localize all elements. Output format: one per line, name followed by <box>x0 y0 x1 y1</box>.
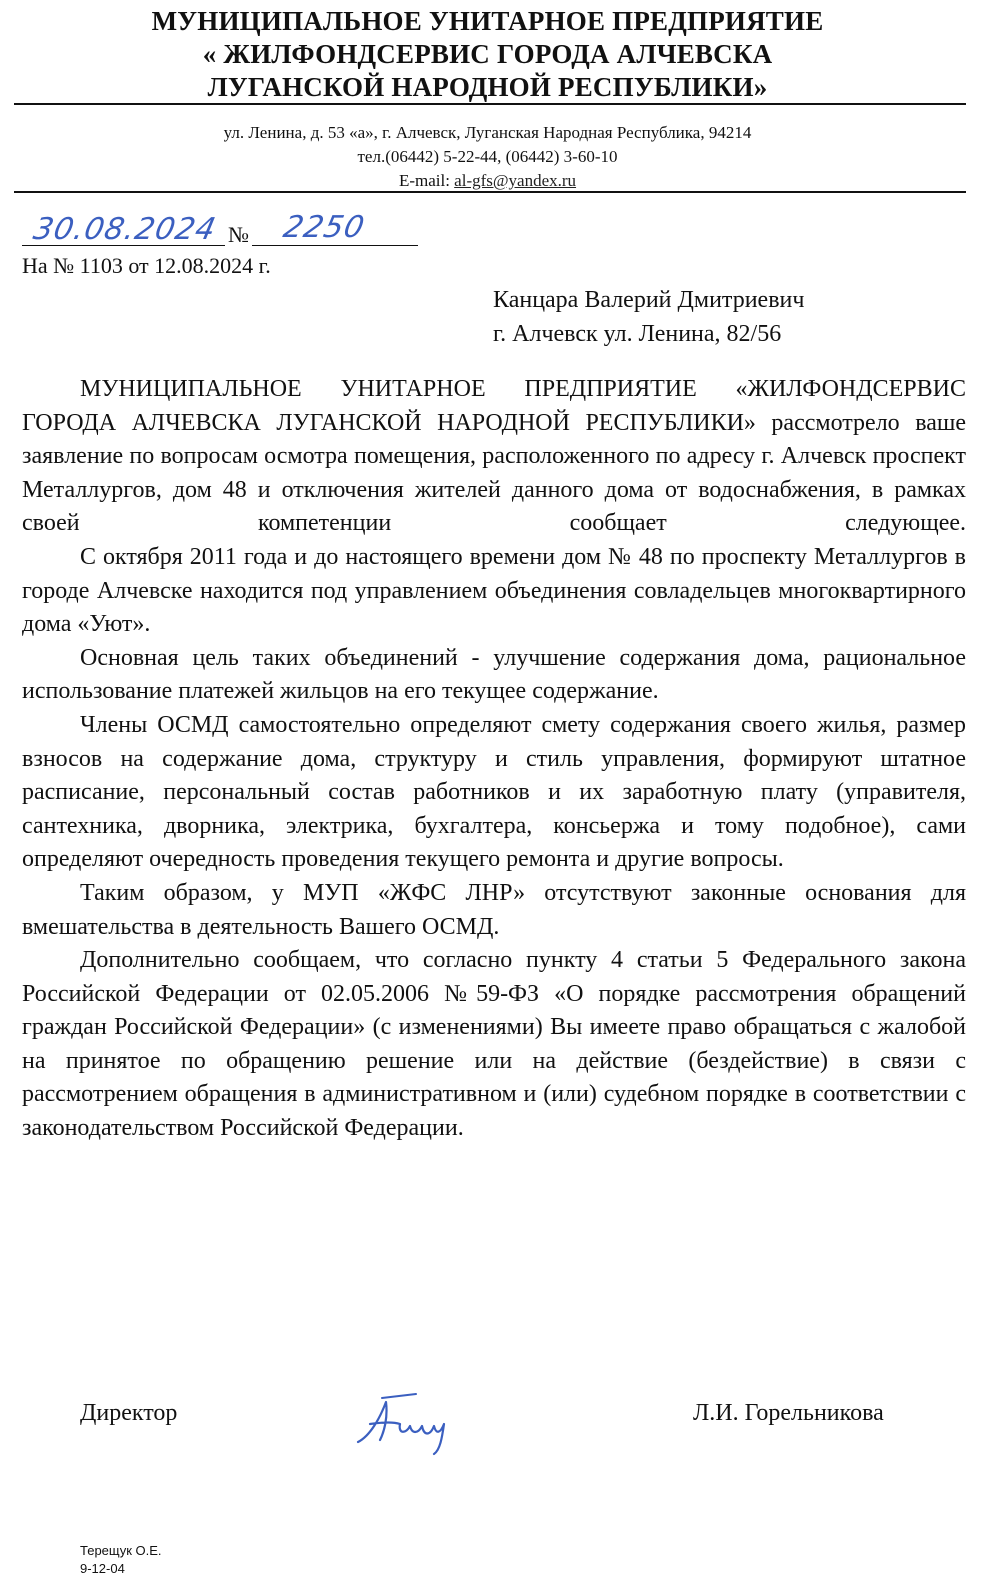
handwritten-number: 2250 <box>280 210 369 245</box>
org-name-line-2: « ЖИЛФОНДСЕРВИС ГОРОДА АЛЧЕВСКА <box>202 39 773 69</box>
email-label: E-mail: <box>398 171 450 190</box>
addressee-name: Канцара Валерий Дмитриевич <box>493 287 805 313</box>
email-link[interactable]: al-gfs@yandex.ru <box>454 171 577 190</box>
executor-name: Терещук О.Е. <box>80 1543 162 1558</box>
paragraph-2: С октября 2011 года и до настоящего времени дом № 48 по проспекту Металлургов в городе Алчевске находится под управлением объединения совладельцев многоквартирного дома «Уют». <box>22 543 966 638</box>
header-divider-top <box>14 103 966 105</box>
addressee-address: г. Алчевск ул. Ленина, 82/56 <box>493 321 782 347</box>
header-divider-bottom <box>14 191 966 193</box>
handwritten-date: 30.08.2024 <box>30 212 220 247</box>
number-underline <box>252 245 418 246</box>
paragraph-4: Члены ОСМД самостоятельно определяют смету содержания своего жилья, размер взносов на содержание дома, структуру и стиль управления, формируют штатное расписание, персональный состав работников и их заработную плату (управителя, сантехника, дворника, электрика, бухгалтера, консьержа и тому подобное), сами определяют очередность проведения текущего ремонта и другие вопросы. <box>22 711 966 873</box>
date-underline <box>22 245 225 246</box>
letter-body <box>22 373 966 1146</box>
org-phones: тел.(06442) 5-22-44, (06442) 3-60-10 <box>357 147 618 166</box>
org-address: ул. Ленина, д. 53 «а», г. Алчевск, Луганская Народная Республика, 94214 <box>223 123 752 142</box>
paragraph-6: Дополнительно сообщаем, что согласно пункту 4 статьи 5 Федерального закона Российской Федерации от 02.05.2006 №59-ФЗ «О порядке рассмотрения обращений граждан Российской Федерации» (с изменениями) Вы имеете право обращаться с жалобой на принятое по обращению решение или на действие (бездействие) в связи с рассмотрением обращения в административном и (или) судебном порядке в соответствии с законодательством Российской Федерации. <box>22 947 966 1142</box>
org-name-line-1: МУНИЦИПАЛЬНОЕ УНИТАРНОЕ ПРЕДПРИЯТИЕ <box>151 6 824 36</box>
executor-phone: 9-12-04 <box>80 1561 125 1576</box>
addressee-block <box>493 283 804 351</box>
paragraph-5: Таким образом, у МУП «ЖФС ЛНР» отсутствуют законные основания для вмешательства в деятельность Вашего ОСМД. <box>22 879 966 940</box>
paragraph-3: Основная цель таких объединений - улучшение содержания дома, рациональное использование платежей жильцов на его текущее содержание. <box>22 644 966 705</box>
org-email-line <box>0 170 975 192</box>
paragraph-1: МУНИЦИПАЛЬНОЕ УНИТАРНОЕ ПРЕДПРИЯТИЕ «ЖИЛФОНДСЕРВИС ГОРОДА АЛЧЕВСКА ЛУГАНСКОЙ НАРОДНОЙ РЕСПУБЛИКИ» рассмотрело ваше заявление по вопросам осмотра помещения, расположенного по адресу г. Алчевск проспект Металлургов, дом 48 и отключения жителей данного дома от водоснабжения, в рамках своей компетенции сообщает следующее. <box>22 376 966 537</box>
number-sign: № <box>228 222 249 247</box>
signatory-position: Директор <box>80 1400 178 1426</box>
signatory-name: Л.И. Горельникова <box>693 1400 884 1426</box>
org-name-line-3: ЛУГАНСКОЙ НАРОДНОЙ РЕСПУБЛИКИ» <box>207 72 768 102</box>
handwritten-signature <box>350 1378 470 1458</box>
reference-line: На № 1103 от 12.08.2024 г. <box>22 253 271 278</box>
